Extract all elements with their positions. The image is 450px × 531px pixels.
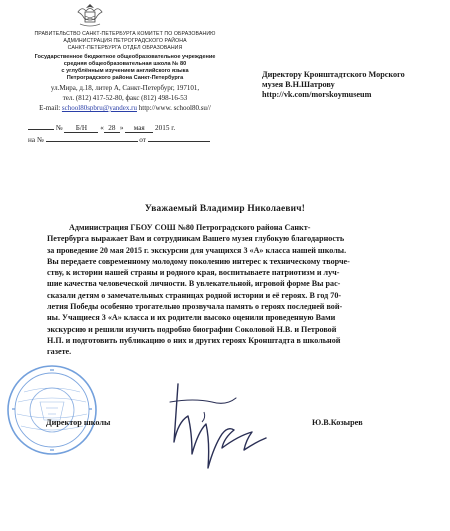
letterhead-line: ПРАВИТЕЛЬСТВО САНКТ-ПЕТЕРБУРГА КОМИТЕТ ПО ОБРАЗОВАНИЮ <box>34 31 216 37</box>
registration-day: 28 <box>104 124 120 133</box>
email-label: E-mail: <box>39 104 62 112</box>
body-line: ны. Учащиеся 3 «А» класса и их родители высоко оценили проведенную Вами <box>47 313 336 323</box>
letterhead-school: Петроградского района Санкт-Петербурга <box>66 75 184 81</box>
greeting: Уважаемый Владимир Николаевич! <box>144 204 306 214</box>
registration-ref-line <box>28 136 210 144</box>
body-line: ству, к истории нашей страны и родного края, воспитываете патриотизм и луч- <box>47 268 340 278</box>
addressee-line: Директору Кронштадтского Морского <box>262 70 405 79</box>
body-line: летия Победы особенно трогательно прозвучала память о героях последней вой- <box>47 302 343 312</box>
addressee-line: музея В.Н.Шатрову <box>262 80 335 89</box>
registration-month: мая <box>125 124 153 133</box>
body-line: газете. <box>47 347 72 357</box>
addressee-url[interactable]: http://vk.com/morskoymuseum <box>262 90 372 99</box>
letterhead-address: ул.Мира, д.18, литер А, Санкт-Петербург, 197101, <box>50 84 200 92</box>
email-link[interactable]: school80spbru@yandex.ru <box>61 104 137 112</box>
letterhead-line: САНКТ-ПЕТЕРБУРГА ОТДЕЛ ОБРАЗОВАНИЯ <box>67 45 183 51</box>
letterhead-contacts <box>20 104 230 112</box>
body-line: Вы передаете современному молодому поколению интерес к техническому творче- <box>47 256 350 266</box>
registration-number: Б/Н <box>64 124 98 133</box>
body-line: Петербурга выражает Вам и сотрудникам Вашего музея глубокую благодарность <box>47 234 345 244</box>
body-line: сказали детям о замечательных страницах родной истории и её героях. В год 70- <box>47 290 342 300</box>
official-stamp-icon <box>4 362 100 458</box>
website-link[interactable]: http://www. school80.su// <box>138 104 211 112</box>
addressee-block <box>262 70 442 100</box>
signatory-name: Ю.В.Козырев <box>312 418 363 427</box>
letterhead-school: с углублённым изучением английского языка <box>61 68 189 74</box>
letterhead-school: средняя общеобразовательная школа № 80 <box>63 61 187 67</box>
ref-from-label: от <box>139 136 146 144</box>
registration-no-prefix: № <box>55 124 63 132</box>
body-line: Н.П. и подготовить публикацию о них и других героях Кронштадта в школьной <box>47 335 341 345</box>
registration-number-line: № Б/Н « 28 » мая 2015 г. <box>28 124 175 133</box>
body-line: Администрация ГБОУ СОШ №80 Петроградского района Санкт- <box>69 223 311 232</box>
body-line: экскурсию и решили изучить подробно биографии Соколовой Н.В. и Петровой <box>47 324 337 334</box>
coat-of-arms-icon <box>72 2 108 30</box>
letter-body <box>47 222 399 358</box>
letterhead-school: Государственное бюджетное общеобразовательное учреждение <box>34 54 216 60</box>
signatory-position: Директор школы <box>46 418 111 427</box>
letterhead-phones: тел. (812) 417-52-80, факс (812) 498-16-53 <box>62 94 188 102</box>
body-line: шие качества человеческой личности. В увлекательной, игровой форме Вы рас- <box>47 279 341 289</box>
body-line: за проведение 20 мая 2015 г. экскурсии для учащихся 3 «А» класса нашей школы. <box>47 245 347 255</box>
letterhead-line: АДМИНИСТРАЦИЯ ПЕТРОГРАДСКОГО РАЙОНА <box>63 38 187 44</box>
registration-year: 2015 г. <box>155 124 176 132</box>
handwritten-signature-icon <box>148 372 278 482</box>
ref-on-label: на № <box>28 136 44 144</box>
